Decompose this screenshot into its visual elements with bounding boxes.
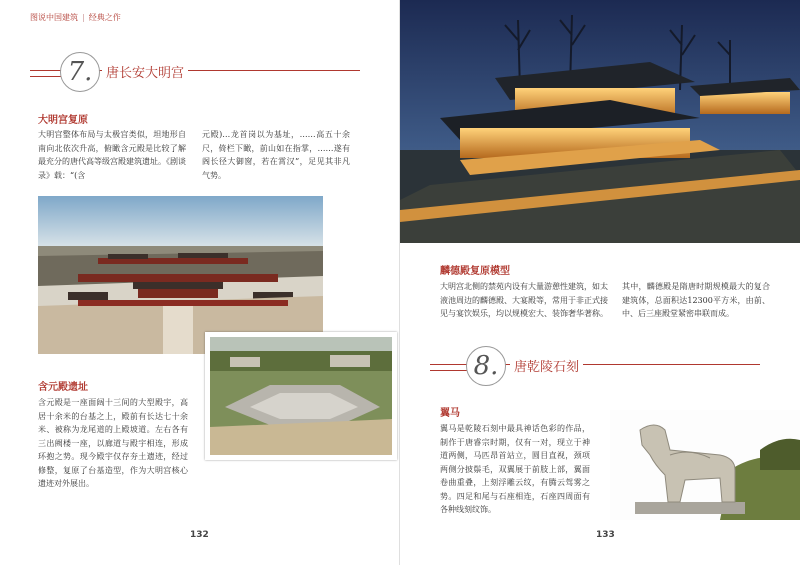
section-number-badge: 7.	[60, 52, 100, 92]
section-number-badge: 8.	[466, 346, 506, 386]
linde-hall-model-photo	[400, 0, 800, 243]
hanyuan-hall-site-photo	[210, 337, 392, 455]
subsection-title: 大明宫复原	[38, 115, 88, 126]
running-head-separator: |	[82, 13, 85, 22]
subsection-title: 含元殿遗址	[38, 382, 88, 393]
section-title: 唐乾陵石刻	[510, 356, 583, 375]
section-title: 唐长安大明宫	[102, 62, 188, 81]
section-8-header	[430, 342, 760, 382]
header-rule-short	[430, 370, 470, 371]
section-7-header	[30, 48, 360, 88]
paragraph: 其中，麟德殿是隋唐时期规模最大的复合建筑体，总面积达12300平方米，由前、中、后三座殿堂紧密串联而成。	[622, 282, 770, 318]
photo-frame	[205, 332, 397, 460]
paragraph: 含元殿是一座面阔十三间的大型殿宇，高居十余米的台基之上，殿前有长达七十余米、被称为龙尾道的上殿坡道。左右各有三出阙楼一座，以廊道与殿宇相连，形成环抱之势。现今殿宇仅存夯土遗迹，经过修整，复原了台基造型，作为大明宫核心遗迹对外展出。	[38, 398, 188, 488]
running-head-book: 图说中国建筑	[30, 13, 78, 22]
daming-palace-model-photo	[38, 196, 323, 354]
running-head	[30, 12, 121, 23]
page-number: 133	[596, 530, 615, 540]
page-number: 132	[190, 530, 209, 540]
right-page	[400, 0, 800, 565]
paragraph: 翼马是乾陵石刻中最具神话色彩的作品，制作于唐睿宗时期，仅有一对，现立于神道两侧，马匹昂首站立，圆目直视，颈项两侧分披鬃毛，双翼展于前肢上部，翼面卷曲重叠，上刻浮雕云纹，有腾云驾雾之势。四足和尾与石座相连，石座四周面有各种线刻纹饰。	[440, 424, 590, 514]
paragraph: 大明宫北侧的禁苑内设有大量游憩性建筑，如太液池周边的麟德殿、大宴殿等，常用于非正式接见与宴饮娱乐，均以规模宏大、装饰奢华著称。	[440, 282, 608, 318]
winged-horse-photo	[610, 410, 800, 520]
running-head-section: 经典之作	[88, 13, 121, 22]
subsection-title: 翼马	[440, 408, 460, 419]
paragraph: 大明宫整体布局与太极宫类似，坦地形自南向北依次升高，俯瞰含元殿是比较了解最充分的唐代高等级宫殿建筑遗址。《剧谈录》载：“(含	[38, 130, 186, 180]
subsection-title: 麟德殿复原模型	[440, 266, 510, 277]
paragraph: 元殿)…龙首岗以为基址，……高五十余尺，倚栏下瞰，前山如在指掌，……遂有阁长径大御窗，若在霄汉”，足见其非凡气势。	[202, 130, 350, 180]
